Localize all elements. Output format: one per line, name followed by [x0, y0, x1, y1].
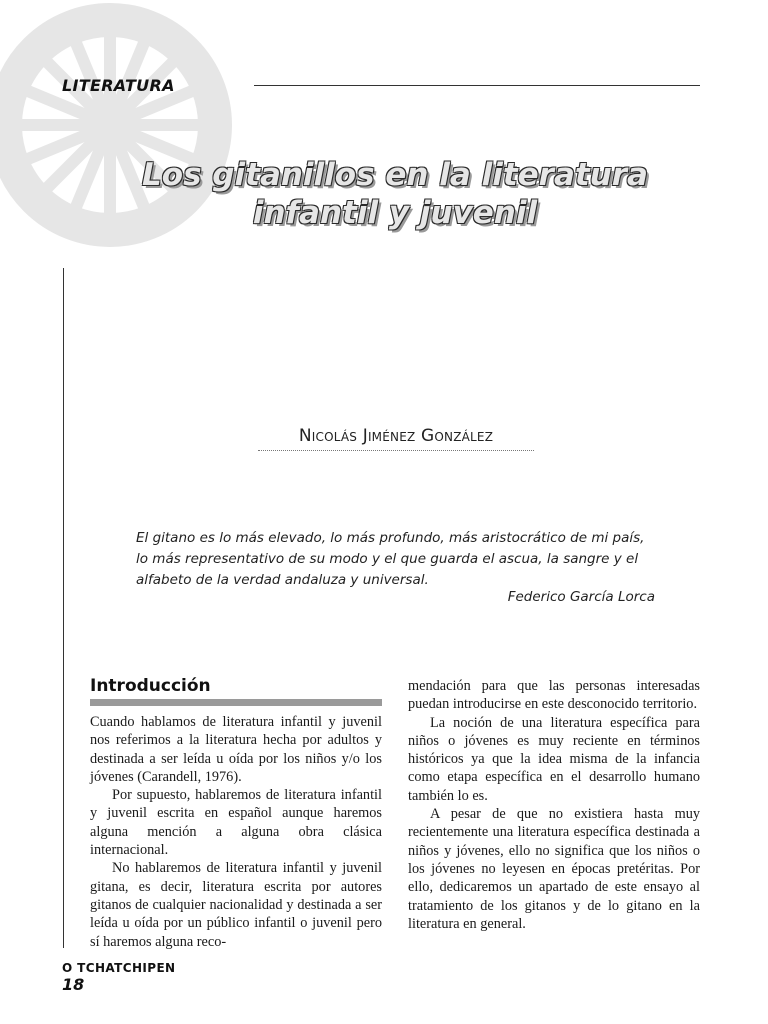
heading-underline-bar	[90, 699, 382, 706]
paragraph: mendación para que las personas interesadas puedan introducirse en este desconocido territorio.	[408, 678, 700, 713]
article-author: Nicolás Jiménez González	[258, 426, 534, 451]
page-number: 18	[62, 975, 85, 994]
epigraph-quote: El gitano es lo más elevado, lo más profundo, más aristocrático de mi país, lo más representativo de su modo y el que guarda el ascua, la sangre y el alfabeto de la verdad andaluza y universal.	[136, 530, 645, 588]
section-label: LITERATURA	[62, 76, 175, 95]
paragraph: Por supuesto, hablaremos de literatura infantil y juvenil escrita en español aunque haremos alguna mención a alguna obra clásica internacional.	[90, 787, 382, 859]
wheel-spoke	[130, 119, 210, 131]
paragraph: La noción de una literatura específica para niños o jóvenes es muy reciente en términos históricos ya que la idea misma de la infancia como etapa específica en el desarrollo humano también lo es.	[408, 714, 700, 804]
margin-rule	[63, 268, 64, 948]
paragraph: No hablaremos de literatura infantil y juvenil gitana, es decir, literatura escrita por autores gitanos de cualquier nacionalidad y destinada a ser leída u oída por un público infantil o juvenil pero sí haremos alguna reco-	[90, 860, 382, 950]
title-line-1: Los gitanillos en la literatura	[142, 157, 648, 193]
epigraph-author: Federico García Lorca	[507, 589, 655, 605]
paragraph: Cuando hablamos de literatura infantil y juvenil nos referimos a la literatura hecha por adultos y destinada a ser leída u oída por los niños y/o los jóvenes (Carandell, 1976).	[90, 714, 382, 785]
wheel-spoke	[10, 119, 90, 131]
text-column-2	[408, 677, 700, 933]
publication-name: O TCHATCHIPEN	[62, 961, 176, 975]
title-line-2: infantil y juvenil	[252, 195, 538, 231]
header-rule	[254, 85, 700, 86]
article-title	[90, 156, 700, 232]
text-column-1	[90, 713, 382, 951]
section-heading: Introducción	[90, 676, 211, 696]
paragraph: A pesar de que no existiera hasta muy recientemente una literatura específica destinada a niños y jóvenes, ello no significa que los niños o los jóvenes no leyesen en épocas pretéritas. Por ello, dedicaremos un apartado de este ensayo al tratamiento de los gitanos y de lo gitano en la literatura en general.	[408, 806, 700, 932]
